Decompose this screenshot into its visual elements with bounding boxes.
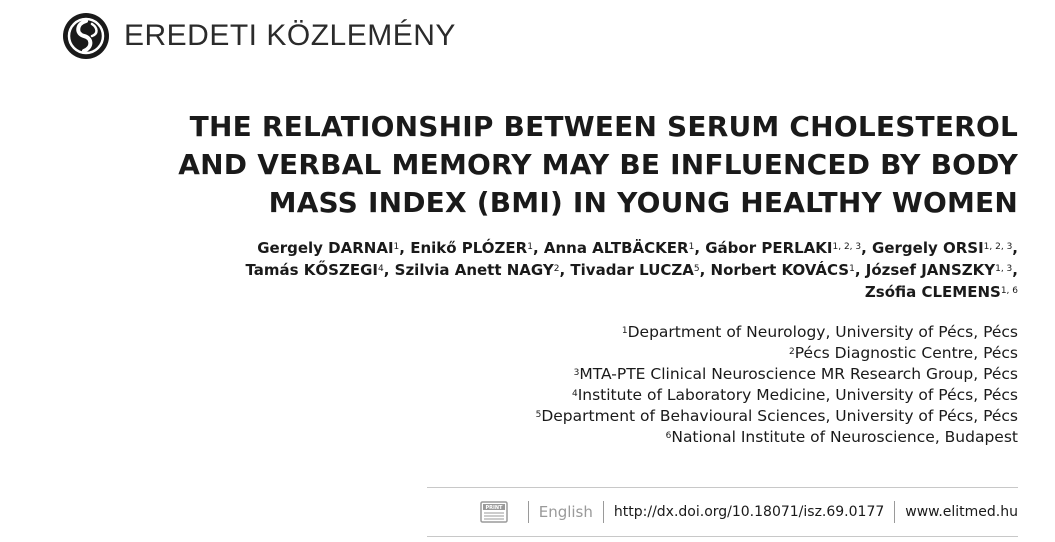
author-affiliation-mark: 1, 3 [995, 264, 1013, 274]
article-title [78, 108, 1018, 222]
author-affiliation-mark: 4 [377, 264, 384, 274]
author-affiliation-mark: 1, 2, 3 [832, 242, 862, 252]
author-affiliation-mark: 5 [693, 264, 700, 274]
author-name: Tamás KŐSZEGI [245, 261, 378, 279]
article-footer [427, 487, 1018, 537]
author-line: Tamás KŐSZEGI$^4$, Szilvia Anett NAGY$^2$, Tivadar LUCZA$^5$, Norbert KOVÁCS$^1$, József JANSZKY$^{1, 3}$, [245, 261, 1018, 279]
author-line [78, 281, 1018, 303]
title-line: AND VERBAL MEMORY MAY BE INFLUENCED BY BODY [178, 148, 1018, 181]
journal-logo-icon [62, 12, 110, 60]
affiliation-number: 3 [573, 368, 580, 378]
affiliation-number: 6 [665, 431, 672, 441]
author-affiliation-mark: 1 [527, 242, 533, 252]
author-name: Szilvia Anett NAGY [394, 261, 554, 279]
author-name: Anna ALTBÄCKER [543, 239, 689, 257]
language-label[interactable]: English [538, 503, 593, 521]
author-affiliation-mark: 1, 6 [1000, 286, 1018, 296]
affiliation [318, 322, 1018, 343]
print-icon[interactable] [480, 501, 508, 523]
author-affiliation-mark: 1, 2, 3 [983, 242, 1013, 252]
affiliation [318, 406, 1018, 427]
website-link[interactable]: www.elitmed.hu [905, 504, 1018, 520]
author-list [78, 237, 1018, 303]
journal-header [62, 12, 456, 60]
affiliation-text: Institute of Laboratory Medicine, University of Pécs, Pécs [577, 386, 1018, 404]
affiliation-number: 5 [535, 410, 542, 420]
affiliation-number: 1 [621, 326, 628, 336]
affiliation-list [318, 322, 1018, 448]
author-name: Norbert KOVÁCS [710, 261, 850, 279]
affiliation-text: Department of Neurology, University of Pécs, Pécs [627, 323, 1018, 341]
author-name: Zsófia CLEMENS [864, 283, 1001, 301]
affiliation-number: 2 [789, 347, 795, 357]
author-name: Enikő PLÓZER [410, 239, 528, 257]
author-name: Gábor PERLAKI [705, 239, 833, 257]
title-line: THE RELATIONSHIP BETWEEN SERUM CHOLESTEROL [189, 110, 1018, 143]
affiliation-text: MTA-PTE Clinical Neuroscience MR Research Group, Pécs [579, 365, 1018, 383]
footer-divider [603, 501, 604, 523]
affiliation-text: National Institute of Neuroscience, Budapest [671, 428, 1018, 446]
footer-divider [894, 501, 895, 523]
author-affiliation-mark: 1 [688, 242, 695, 252]
affiliation-text: Pécs Diagnostic Centre, Pécs [794, 344, 1018, 362]
title-line: MASS INDEX (BMI) IN YOUNG HEALTHY WOMEN [268, 186, 1018, 219]
print-label: PRINT [485, 505, 503, 511]
author-name: Gergely DARNAI [257, 239, 394, 257]
section-title: EREDETI KÖZLEMÉNY [124, 19, 456, 52]
author-name: József JANSZKY [865, 261, 996, 279]
doi-link[interactable]: http://dx.doi.org/10.18071/isz.69.0177 [613, 504, 885, 520]
affiliation [318, 427, 1018, 448]
author-affiliation-mark: 1 [849, 264, 855, 274]
affiliation-number: 4 [571, 389, 578, 399]
footer-divider [528, 501, 529, 523]
author-name: Gergely ORSI [872, 239, 984, 257]
author-affiliation-mark: 1 [393, 242, 400, 252]
author-name: Tivadar LUCZA [570, 261, 694, 279]
affiliation-text: Department of Behavioural Sciences, University of Pécs, Pécs [541, 407, 1018, 425]
author-affiliation-mark: 2 [553, 264, 560, 274]
affiliation [318, 343, 1018, 364]
author-line: Gergely DARNAI$^1$, Enikő PLÓZER$^1$, Anna ALTBÄCKER$^1$, Gábor PERLAKI$^{1, 2, 3}$, Gergely ORSI$^{1, 2, 3}$, [257, 239, 1018, 257]
affiliation [318, 364, 1018, 385]
affiliation [318, 385, 1018, 406]
